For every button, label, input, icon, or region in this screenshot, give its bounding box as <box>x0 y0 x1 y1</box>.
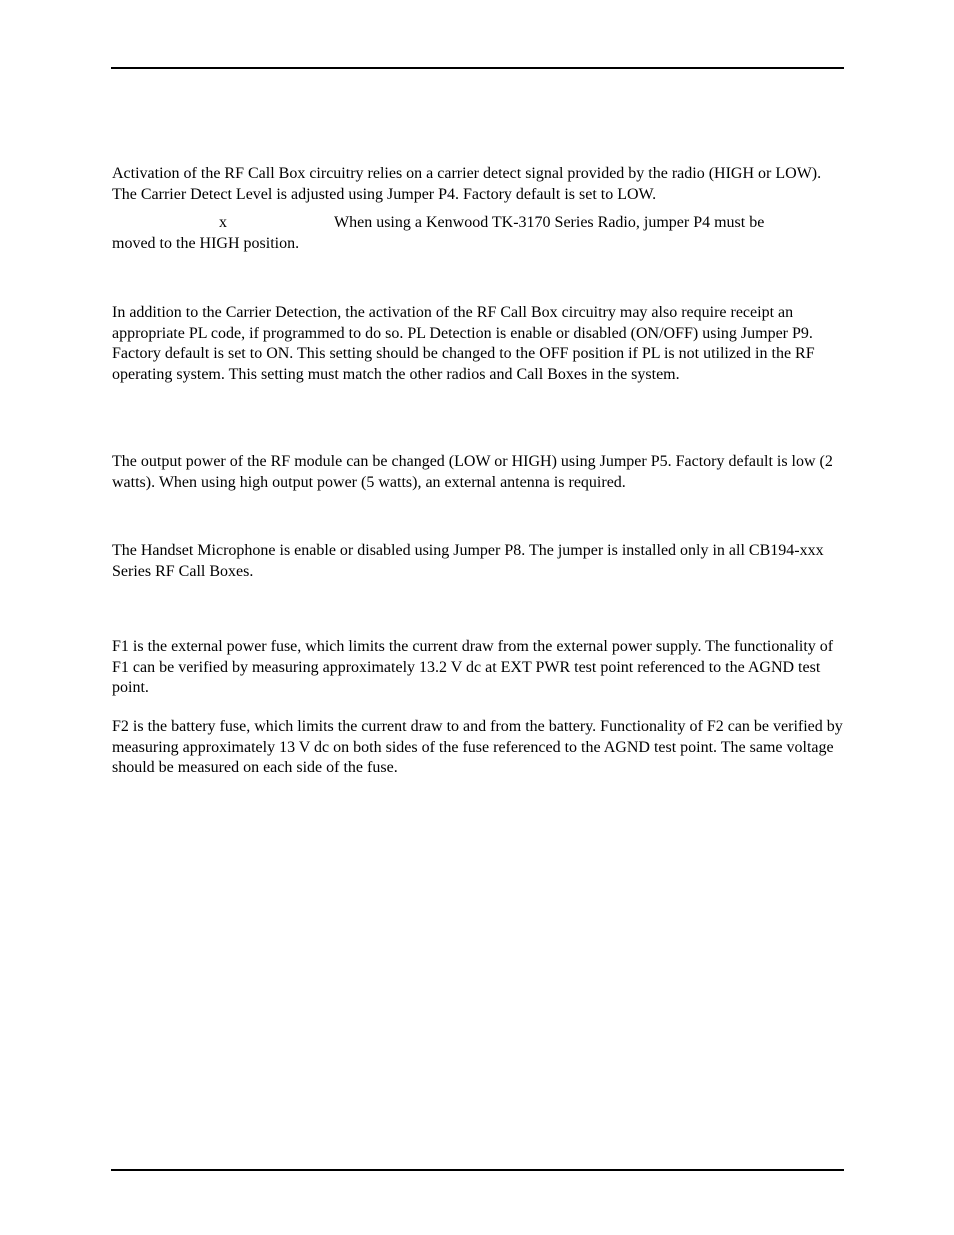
note-line-1: When using a Kenwood TK-3170 Series Radio, jumper P4 must be <box>334 214 765 231</box>
output-power-paragraph: The output power of the RF module can be changed (LOW or HIGH) using Jumper P5. Factory default is low (2 watts). When using high output power (5 watts), an external antenna is required. <box>112 453 833 491</box>
pl-detection-paragraph: In addition to the Carrier Detection, the activation of the RF Call Box circuitry may also require receipt an appropriate PL code, if programmed to do so. PL Detection is enable or disabled (ON/OFF) using Jumper P9. Factory default is set to ON. This setting should be changed to the OFF position if PL is not utilized in the RF operating system. This setting must match the other radios and Call Boxes in the system. <box>112 304 815 383</box>
note-line-2: moved to the HIGH position. <box>112 234 300 252</box>
handset-mic-paragraph: The Handset Microphone is enable or disabled using Jumper P8. The jumper is installed only in all CB194-xxx Series RF Call Boxes. <box>112 542 824 580</box>
footer-rule <box>111 1169 844 1171</box>
fuse-f2-paragraph: F2 is the battery fuse, which limits the current draw to and from the battery. Functionality of F2 can be verified by measuring approximately 13 V dc on both sides of the fuse referenced to the AGND test point. The same voltage should be measured on each side of the fuse. <box>112 718 843 776</box>
carrier-detect-paragraph: Activation of the RF Call Box circuitry relies on a carrier detect signal provided by the radio (HIGH or LOW). The Carrier Detect Level is adjusted using Jumper P4. Factory default is set to LOW. <box>112 165 822 203</box>
fuse-f1-paragraph: F1 is the external power fuse, which limits the current draw from the external power supply. The functionality of F1 can be verified by measuring approximately 13.2 V dc at EXT PWR test point referenced to the AGND test point. <box>112 638 834 696</box>
header-rule <box>111 67 844 69</box>
note-bullet: x <box>219 214 227 231</box>
